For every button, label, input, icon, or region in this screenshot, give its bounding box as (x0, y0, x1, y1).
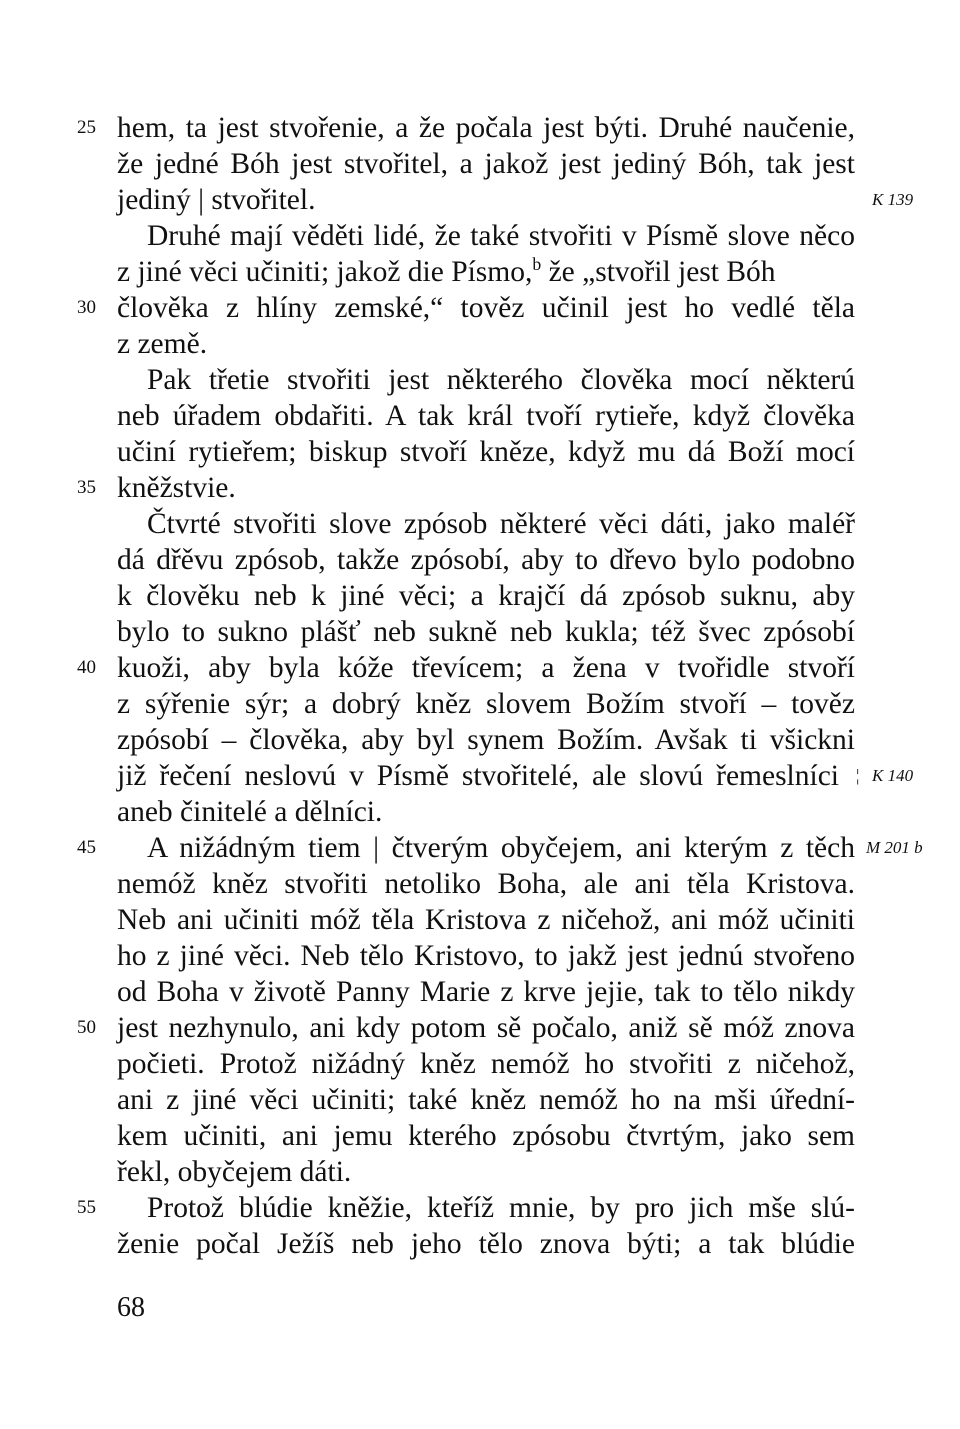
margin-ref: M 201 b (866, 838, 923, 857)
text-line (117, 254, 855, 290)
text-line: učiní rytieřem; biskup stvoří kněze, když mu dá Boží mocí (117, 436, 855, 468)
text-segment: z jiné věci učiniti; jakož die Písmo, (117, 256, 533, 288)
text-segment: že „stvořil jest Bóh (541, 256, 776, 288)
text-line: kem učiniti, ani jemu kterého zpósobu čtvrtým, jako sem (117, 1120, 855, 1152)
text-line: Pak třetie stvořiti jest některého člověka mocí některú (147, 364, 855, 396)
footnote-marker: b (532, 254, 542, 275)
text-line: z sýřenie sýr; a dobrý kněz slovem Božím stvoří – tověz (117, 688, 855, 720)
text-line: aneb činitelé a dělníci. (117, 796, 383, 828)
text-line: kněžstvie. (117, 472, 236, 504)
text-line: bylo to sukno plášť neb sukně neb kukla; též švec zpósobí (117, 616, 855, 648)
text-line: člověka z hlíny zemské,“ tověz učinil jest ho vedlé těla (117, 292, 855, 324)
text-line: že jedné Bóh jest stvořitel, a jakož jest jediný Bóh, tak jest (117, 148, 855, 180)
line-number: 40 (77, 657, 96, 678)
text-line: jediný | stvořitel. (117, 184, 316, 216)
text-line: počieti. Protož nižádný kněz nemóž ho stvořiti z ničehož, (117, 1048, 855, 1080)
text-line: jest nezhynulo, ani kdy potom sě počalo, aniž sě móž znova (117, 1012, 855, 1044)
text-line: řekl, obyčejem dáti. (117, 1156, 352, 1188)
text-line: Druhé mají věděti lidé, že také stvořiti v Písmě slove něco (147, 220, 855, 252)
text-line: ani z jiné věci učiniti; také kněz nemóž ho na mši úřední- (117, 1084, 855, 1116)
text-line: A nižádným tiem | čtverým obyčejem, ani kterým z těch (147, 832, 855, 864)
line-number: 45 (77, 837, 96, 858)
margin-divider-mark: ¦ (856, 766, 860, 785)
page-number: 68 (117, 1292, 145, 1323)
line-number: 25 (77, 117, 96, 138)
text-line: Čtvrté stvořiti slove zpósob některé věci dáti, jako maléř (147, 508, 855, 540)
text-line: již řečení neslovú v Písmě stvořitelé, ale slovú řemeslníci (117, 760, 839, 792)
text-line: zpósobí – člověka, aby byl synem Božím. Avšak ti všickni (117, 724, 855, 756)
margin-ref: K 139 (872, 190, 914, 209)
text-line: k člověku neb k jiné věci; a krajčí dá zpósob suknu, aby (117, 580, 855, 612)
line-number: 55 (77, 1197, 96, 1218)
line-number: 30 (77, 297, 96, 318)
text-line: od Boha v životě Panny Marie z krve jejie, tak to tělo nikdy (117, 976, 855, 1008)
text-line: hem, ta jest stvořenie, a že počala jest býti. Druhé naučenie, (117, 112, 855, 144)
line-number: 35 (77, 477, 96, 498)
text-line: ho z jiné věci. Neb tělo Kristovo, to jakž jest jednú stvořeno (117, 940, 855, 972)
text-line: z země. (117, 328, 208, 360)
text-line: ženie počal Ježíš neb jeho tělo znova býti; a tak blúdie (117, 1228, 855, 1260)
text-line: dá dřěvu zpósob, takže zpósobí, aby to dřevo bylo podobno (117, 544, 855, 576)
margin-ref: K 140 (872, 766, 914, 785)
text-line: Neb ani učiniti móž těla Kristova z ničehož, ani móž učiniti (117, 904, 855, 936)
text-line: Protož blúdie kněžie, kteříž mnie, by pro jich mše slú- (147, 1192, 855, 1224)
text-line: neb úřadem obdařiti. A tak král tvoří rytieře, když člověka (117, 400, 855, 432)
text-line: nemóž kněz stvořiti netoliko Boha, ale ani těla Kristova. (117, 868, 855, 900)
text-line: kuoži, aby byla kóže třevícem; a žena v tvořidle stvoří (117, 652, 855, 684)
line-number: 50 (77, 1017, 96, 1038)
